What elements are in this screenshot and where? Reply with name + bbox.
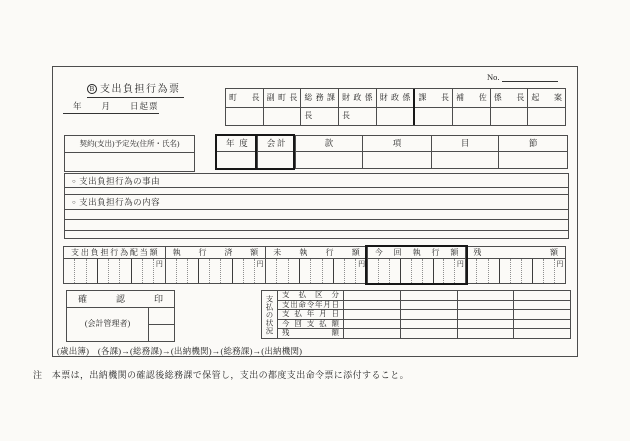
digit-cell xyxy=(132,259,143,283)
digit-cell xyxy=(434,259,445,283)
digit-cell xyxy=(477,259,488,283)
digit-cell xyxy=(368,259,379,283)
payment-value-cell xyxy=(513,301,570,310)
digit-cell xyxy=(423,259,434,283)
yen-unit-cell: 円 xyxy=(358,260,366,268)
approval-stamp-cell xyxy=(301,108,338,125)
confirmation-stamp-body xyxy=(67,308,174,341)
digit-cell xyxy=(143,259,154,283)
doc-number-blank-line xyxy=(502,72,558,82)
amount-col-header: 執行済額 xyxy=(166,247,266,259)
approval-col-header: 町長 xyxy=(226,89,263,108)
reason-heading xyxy=(65,174,568,188)
approval-stamp-cell xyxy=(264,108,301,125)
amount-digit-grid xyxy=(64,259,165,283)
digit-cell xyxy=(210,259,221,283)
payment-value-cell xyxy=(400,329,457,338)
approval-col-header: 財政係 xyxy=(377,89,414,108)
approval-stamp-cell xyxy=(339,108,376,125)
budget-col-2 xyxy=(257,136,295,168)
payment-value-cell xyxy=(344,291,400,300)
digit-cell xyxy=(323,259,334,283)
approval-col-6 xyxy=(413,89,452,125)
digit-cell xyxy=(233,259,244,283)
digit-cell xyxy=(289,259,300,283)
amount-col-3 xyxy=(265,247,367,283)
approval-col-3 xyxy=(300,89,338,125)
content-write-line xyxy=(65,210,568,220)
payment-row-5 xyxy=(278,328,570,338)
budget-col-header: 会計 xyxy=(258,136,295,152)
budget-value-cell xyxy=(258,152,295,168)
approval-col-header: 係長 xyxy=(491,89,528,108)
payment-row-label: 支払区分 xyxy=(278,291,344,300)
approval-col-header: 財政係長 xyxy=(339,89,376,108)
issue-date-line: 年 月 日起票 xyxy=(63,100,159,114)
amount-col-5 xyxy=(465,247,565,283)
digit-cell xyxy=(544,259,555,283)
approval-col-1 xyxy=(226,89,263,125)
approval-col-2 xyxy=(263,89,301,125)
doc-number-block xyxy=(487,72,558,82)
payment-row-label: 支払年月日 xyxy=(278,310,344,319)
yen-unit-cell: 円 xyxy=(155,260,163,268)
digit-cell xyxy=(511,259,522,283)
digit-cell xyxy=(345,259,356,283)
amount-digit-grid xyxy=(266,259,367,283)
payment-row-3 xyxy=(278,309,570,319)
budget-col-header: 節 xyxy=(499,136,567,152)
budget-col-1 xyxy=(217,136,257,168)
digit-cell xyxy=(533,259,544,283)
approval-col-5 xyxy=(376,89,414,125)
approval-col-header: 総務課長 xyxy=(301,89,338,108)
amount-digit-grid xyxy=(368,259,466,283)
amounts-table xyxy=(63,246,566,284)
routing-flow-text: (歳出簿) (各課)→(総務課)→(出納機関)→(総務課)→(出納機関) xyxy=(57,346,303,356)
digit-cell xyxy=(199,259,210,283)
approval-stamp-cell xyxy=(453,108,490,125)
payment-value-cell xyxy=(513,291,570,300)
digit-cell xyxy=(266,259,277,283)
amount-col-header: 今回執行額 xyxy=(368,247,466,259)
budget-value-cell xyxy=(217,152,257,168)
budget-col-6 xyxy=(498,136,567,168)
digit-cell xyxy=(311,259,322,283)
amount-col-4 xyxy=(367,247,466,283)
budget-col-header: 款 xyxy=(296,136,363,152)
budget-value-cell xyxy=(499,152,567,168)
circle-bullet-icon: ○ xyxy=(72,178,77,185)
content-heading-label: 支出負担行為の内容 xyxy=(79,197,161,207)
amount-digit-grid xyxy=(466,259,565,283)
digit-cell xyxy=(166,259,177,283)
stamp-cell xyxy=(149,325,174,341)
doc-number-label: No. xyxy=(487,72,500,82)
approval-col-8 xyxy=(490,89,528,125)
approval-stamp-cell xyxy=(415,108,452,125)
digit-cell xyxy=(64,259,75,283)
digit-cell xyxy=(466,259,477,283)
form-title-block xyxy=(87,80,184,98)
amount-col-header: 残額 xyxy=(466,247,565,259)
payment-row-label: 残額 xyxy=(278,329,344,338)
approval-col-header: 起案 xyxy=(528,89,565,108)
yen-unit-cell: 円 xyxy=(256,260,264,268)
content-write-line xyxy=(65,231,568,239)
digit-cell xyxy=(277,259,288,283)
payment-row-2 xyxy=(278,300,570,310)
digit-cell xyxy=(412,259,423,283)
payment-value-cell xyxy=(513,329,570,338)
payment-value-cell xyxy=(344,301,400,310)
digit-cell xyxy=(522,259,533,283)
budget-col-header: 年度 xyxy=(217,136,257,152)
payment-status-table xyxy=(261,290,571,339)
confirmation-stamp-box xyxy=(66,290,175,342)
approval-stamp-cell xyxy=(377,108,414,125)
accounting-manager-label: (会計管理者) xyxy=(84,319,131,328)
payment-row-label: 支出命令年月日 xyxy=(278,301,344,310)
digit-cell xyxy=(98,259,109,283)
payment-value-cell xyxy=(344,320,400,329)
approval-col-7 xyxy=(452,89,490,125)
approval-col-9 xyxy=(527,89,565,125)
payment-status-rows xyxy=(278,291,570,338)
approval-stamp-cell xyxy=(491,108,528,125)
payment-value-cell xyxy=(513,320,570,329)
digit-cell xyxy=(244,259,255,283)
payment-value-cell xyxy=(457,301,514,310)
payment-value-cell xyxy=(457,329,514,338)
payment-value-cell xyxy=(457,310,514,319)
payment-value-cell xyxy=(457,320,514,329)
reason-write-line xyxy=(65,188,568,195)
budget-value-cell xyxy=(363,152,431,168)
approval-col-header: 補佐 xyxy=(453,89,490,108)
digit-cell xyxy=(500,259,511,283)
form-sheet xyxy=(52,66,578,357)
budget-col-5 xyxy=(431,136,499,168)
reason-content-box xyxy=(64,173,569,239)
payment-row-4 xyxy=(278,319,570,329)
payment-value-cell xyxy=(400,301,457,310)
digit-cell xyxy=(120,259,131,283)
yen-unit-cell: 円 xyxy=(456,260,464,268)
digit-cell xyxy=(75,259,86,283)
amount-col-header: 未執行額 xyxy=(266,247,367,259)
contract-payee-label: 契約(支出)予定先(住所・氏名) xyxy=(65,136,194,153)
payment-value-cell xyxy=(400,291,457,300)
payment-value-cell xyxy=(344,310,400,319)
footnote: 注 本票は，出納機関の確認後総務課で保管し，支出の都度支出命令票に添付すること。 xyxy=(33,370,410,380)
amount-col-1 xyxy=(64,247,165,283)
yen-unit-cell: 円 xyxy=(556,260,564,268)
budget-value-cell xyxy=(432,152,499,168)
approval-stamp-cell xyxy=(528,108,565,125)
contract-payee-box xyxy=(64,135,195,172)
budget-col-4 xyxy=(362,136,431,168)
amount-col-header: 支出負担行為配当額 xyxy=(64,247,165,259)
digit-cell xyxy=(334,259,345,283)
digit-cell xyxy=(109,259,120,283)
digit-cell xyxy=(401,259,412,283)
digit-cell xyxy=(390,259,401,283)
payment-value-cell xyxy=(513,310,570,319)
reason-heading-label: 支出負担行為の事由 xyxy=(79,176,161,186)
payment-value-cell xyxy=(400,320,457,329)
digit-cell xyxy=(444,259,455,283)
confirmation-stamp-title: 確認印 xyxy=(67,291,174,308)
approval-col-header: 副町長 xyxy=(264,89,301,108)
budget-col-header: 項 xyxy=(363,136,431,152)
approval-col-header: 課長 xyxy=(415,89,452,108)
circled-b-mark: B xyxy=(87,84,97,94)
digit-cell xyxy=(188,259,199,283)
budget-col-3 xyxy=(295,136,363,168)
stamp-cell xyxy=(149,308,174,325)
payment-status-side-label: 支払の状況 xyxy=(262,291,278,338)
payment-row-1 xyxy=(278,291,570,300)
confirmation-stamp-cells xyxy=(148,308,174,341)
digit-cell xyxy=(221,259,232,283)
amount-digit-grid xyxy=(166,259,266,283)
payment-value-cell xyxy=(344,329,400,338)
approval-stamp-cell xyxy=(226,108,263,125)
payment-value-cell xyxy=(457,291,514,300)
content-heading xyxy=(65,195,568,210)
amount-col-2 xyxy=(165,247,266,283)
budget-classification-table xyxy=(216,135,568,169)
circle-bullet-icon: ○ xyxy=(72,199,77,206)
digit-cell xyxy=(300,259,311,283)
approval-col-4 xyxy=(338,89,376,125)
budget-value-cell xyxy=(296,152,363,168)
payment-value-cell xyxy=(400,310,457,319)
form-title: 支出負担行為票 xyxy=(100,84,181,95)
digit-cell xyxy=(489,259,500,283)
digit-cell xyxy=(177,259,188,283)
payment-row-label: 今回支払額 xyxy=(278,320,344,329)
budget-col-header: 目 xyxy=(432,136,499,152)
digit-cell xyxy=(379,259,390,283)
content-write-line xyxy=(65,220,568,231)
digit-cell xyxy=(87,259,98,283)
approval-stamp-table xyxy=(225,88,566,126)
